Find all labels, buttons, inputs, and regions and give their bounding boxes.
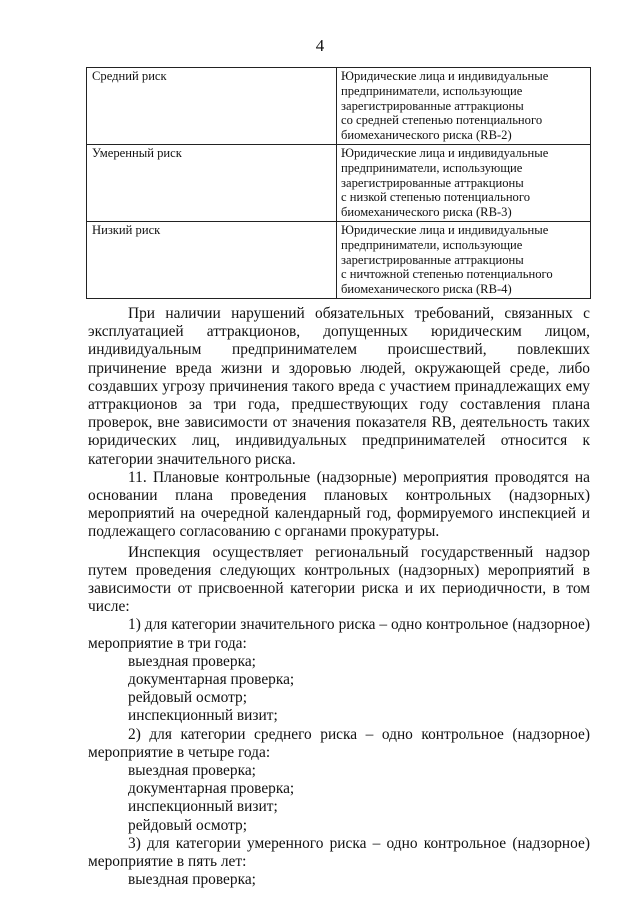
- description-line: предприниматели, использующие: [341, 83, 523, 98]
- risk-description-cell: [337, 144, 591, 221]
- category-heading: 2) для категории среднего риска – одно контрольное (надзорное) мероприятие в четыре года:: [88, 725, 590, 761]
- list-item: выездная проверка;: [128, 871, 256, 889]
- list-item: документарная проверка;: [128, 671, 295, 689]
- risk-category-table: [86, 67, 591, 299]
- table-row: [87, 68, 591, 145]
- description-line: Юридические лица и индивидуальные: [341, 69, 549, 83]
- description-line: зарегистрированные аттракционы: [341, 252, 524, 267]
- risk-description-cell: [337, 68, 591, 145]
- description-line: предприниматели, использующие: [341, 160, 523, 175]
- description-line: биомеханического риска (RB-4): [341, 282, 512, 297]
- description-line: зарегистрированные аттракционы: [341, 98, 524, 113]
- description-line: Юридические лица и индивидуальные: [341, 145, 549, 160]
- page-number: 4: [315, 36, 325, 55]
- description-line: со средней степенью потенциального: [341, 113, 543, 128]
- table-row: [87, 221, 591, 298]
- violations-paragraph: При наличии нарушений обязательных требований, связанных с эксплуатацией аттракционов, допущенных юридическим лицом, индивидуальным предпринимателем происшествий, повлекших причинение вреда жизни и здоровью людей, окружающей среде, либо создавших угрозу причинения такого вреда с участием принадлежащих ему аттракционов за три года, предшествующих году составления плана проверок, вне зависимости от значения показателя RB, деятельность таких юридических лиц, индивидуальных предпринимателей относится к категории значительного риска.: [88, 305, 590, 468]
- clause-11-paragraph: 11. Плановые контрольные (надзорные) мероприятия проводятся на основании плана проведения плановых контрольных (надзорных) мероприятий на очередной календарный год, формируемого инспекцией и подлежащего согласованию с органами прокуратуры.: [88, 468, 590, 541]
- list-item: документарная проверка;: [128, 780, 295, 798]
- description-line: Юридические лица и индивидуальные: [341, 222, 549, 237]
- list-item: инспекционный визит;: [128, 707, 278, 725]
- table-row: [87, 144, 591, 221]
- document-body: [88, 305, 590, 890]
- risk-level-cell: Средний риск: [87, 68, 337, 145]
- risk-level-cell: Низкий риск: [87, 221, 337, 298]
- inspection-paragraph: Инспекция осуществляет региональный государственный надзор путем проведения следующих контрольных (надзорных) мероприятий в зависимости от присвоенной категории риска и их периодичности, в том числе:: [88, 543, 590, 616]
- list-item: рейдовый осмотр;: [128, 689, 248, 707]
- risk-level-cell: Умеренный риск: [87, 144, 337, 221]
- category-heading: 1) для категории значительного риска – одно контрольное (надзорное) мероприятие в три года:: [88, 616, 590, 652]
- description-line: с ничтожной степенью потенциального: [341, 267, 553, 282]
- description-line: биомеханического риска (RB-2): [341, 128, 512, 143]
- list-item: выездная проверка;: [128, 762, 256, 780]
- description-line: предприниматели, использующие: [341, 237, 523, 252]
- list-item: инспекционный визит;: [128, 798, 278, 816]
- list-item: рейдовый осмотр;: [128, 816, 248, 834]
- description-line: с низкой степенью потенциального: [341, 190, 531, 205]
- risk-description-cell: [337, 221, 591, 298]
- category-heading: 3) для категории умеренного риска – одно контрольное (надзорное) мероприятие в пять лет:: [88, 834, 590, 871]
- list-item: выездная проверка;: [128, 652, 256, 670]
- description-line: зарегистрированные аттракционы: [341, 175, 524, 190]
- description-line: биомеханического риска (RB-3): [341, 205, 512, 220]
